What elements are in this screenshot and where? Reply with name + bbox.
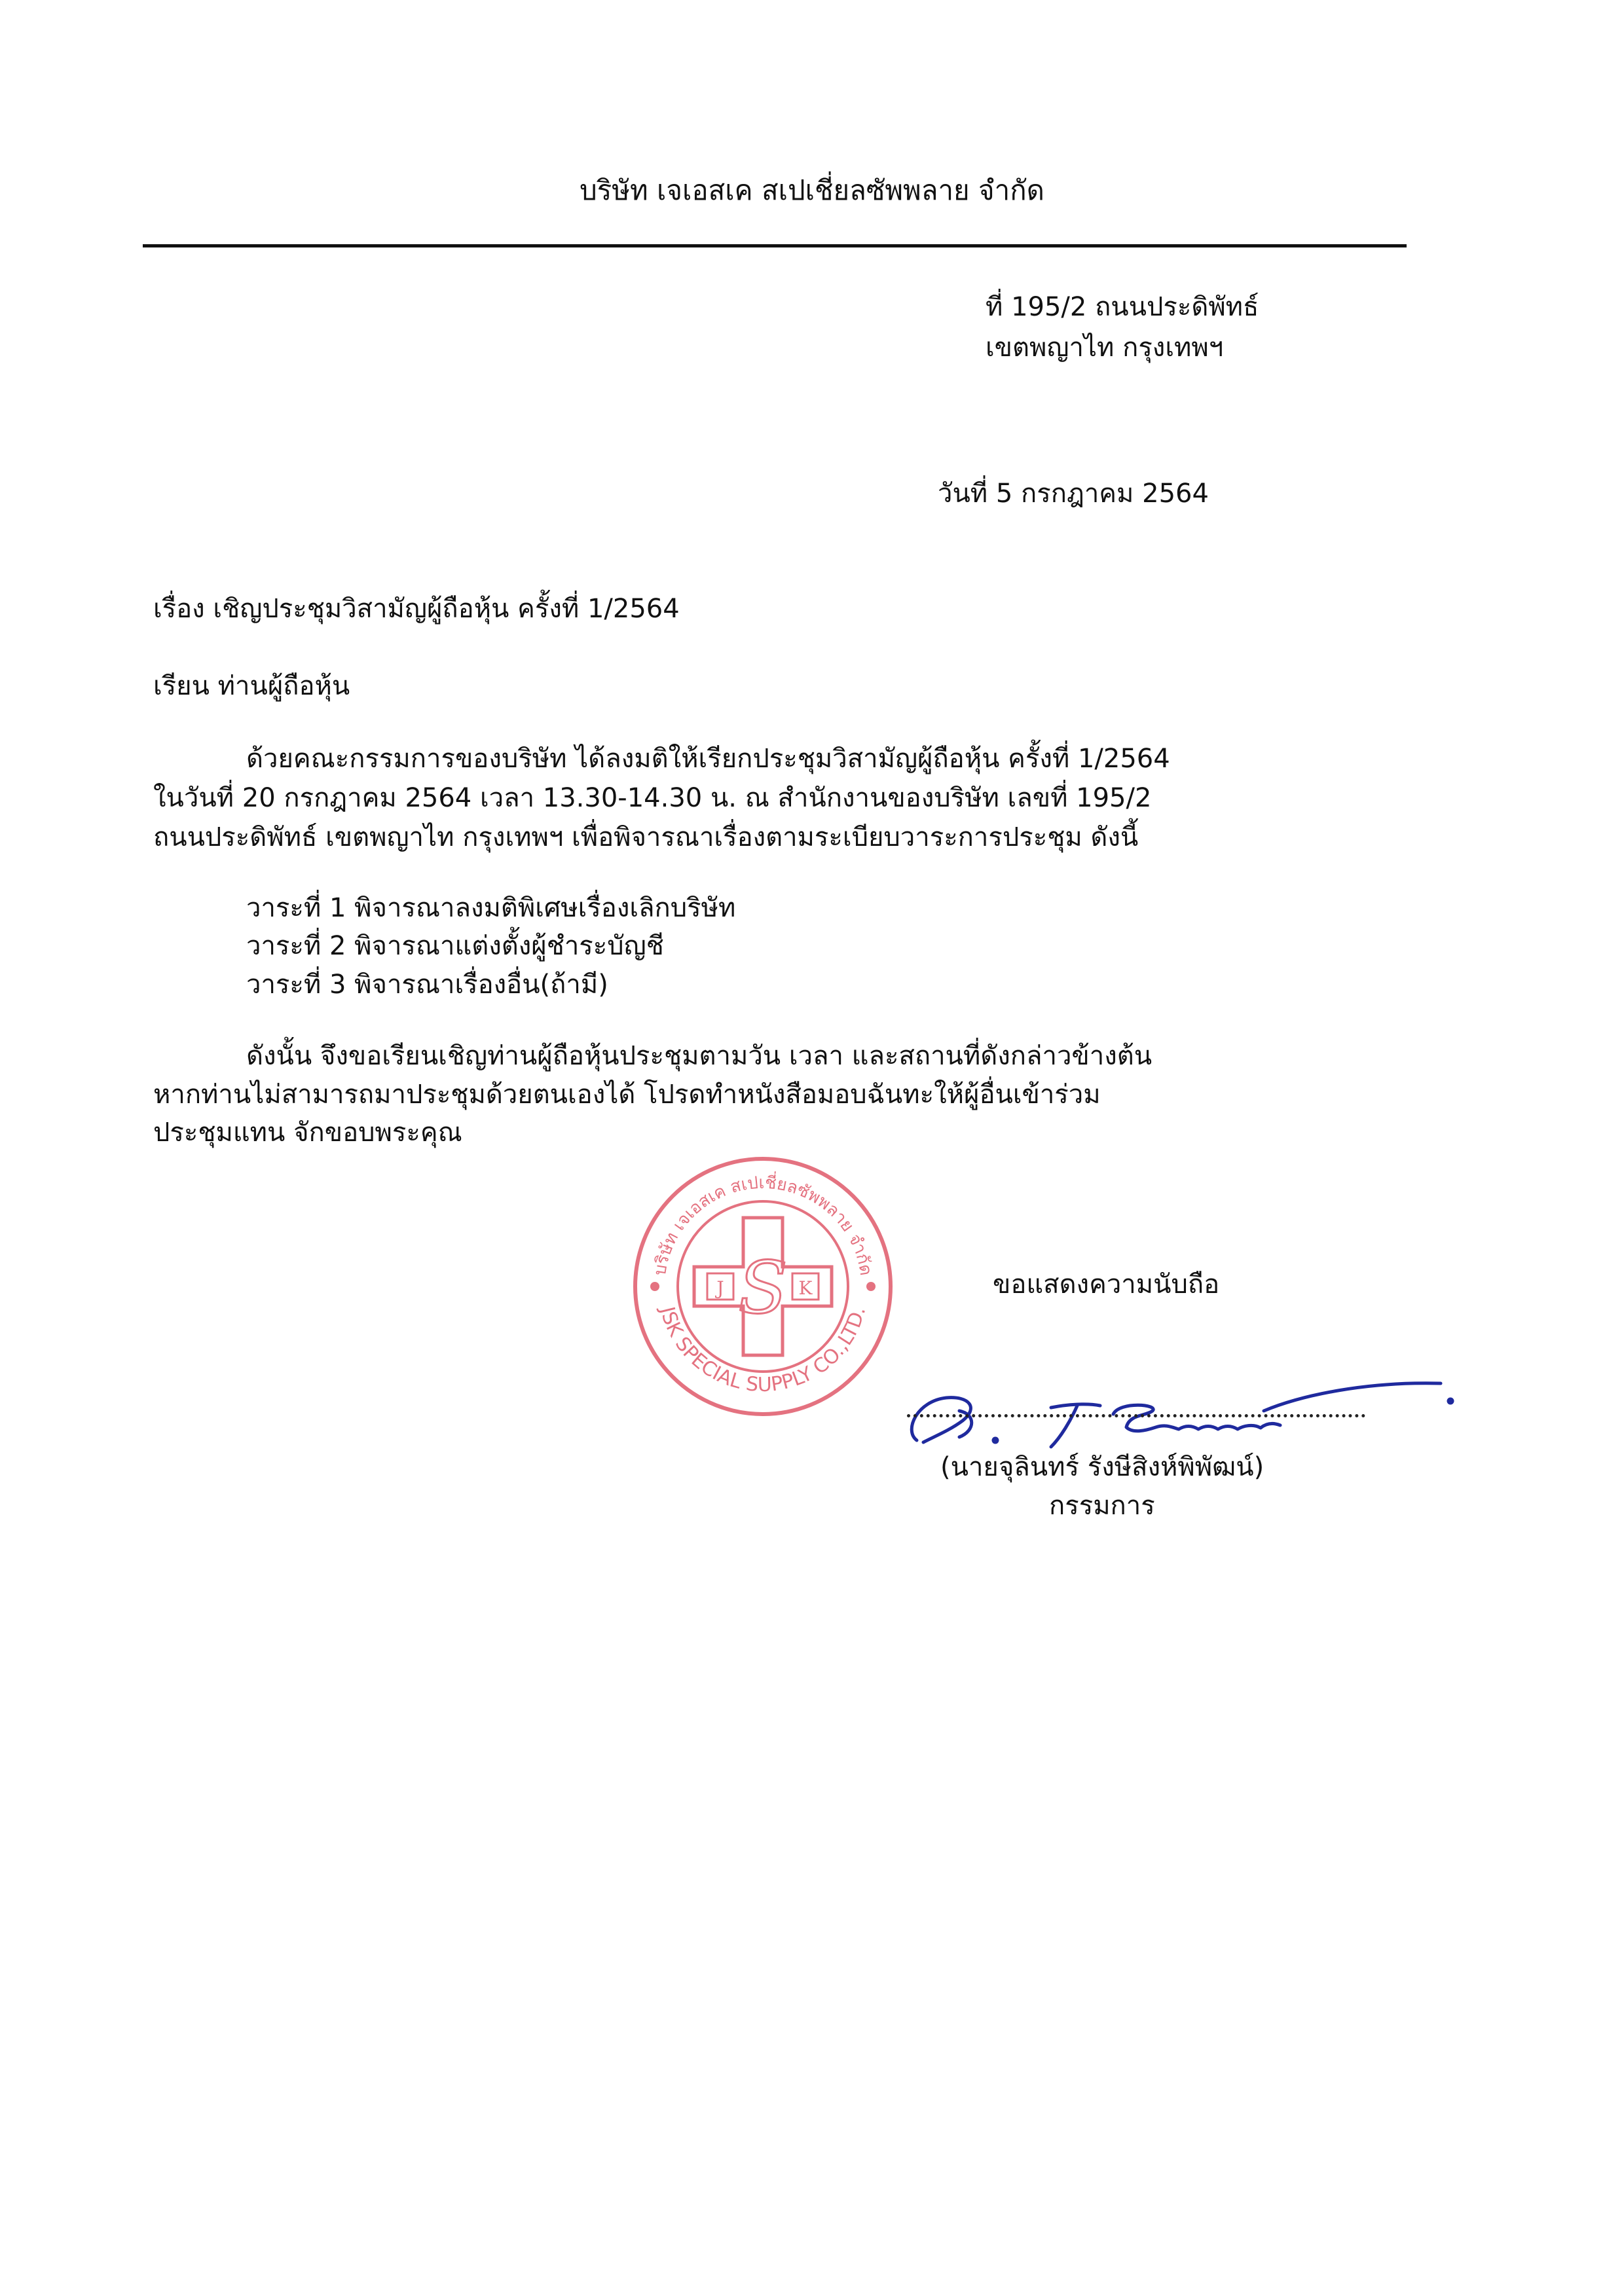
body-paragraph-1-line-2: ในวันที่ 20 กรกฎาคม 2564 เวลา 13.30-14.30 น. ณ สำนักงานของบริษัท เลขที่ 195/2 [153,783,1152,813]
letter-date: วันที่ 5 กรกฎาคม 2564 [938,479,1209,509]
address-line-2: เขตพญาไท กรุงเทพฯ [986,333,1224,363]
body-paragraph-1-line-3: ถนนประดิพัทธ์ เขตพญาไท กรุงเทพฯ เพื่อพิจารณาเรื่องตามระเบียบวาระการประชุม ดังนี้ [153,822,1139,852]
body-paragraph-2-line-2: หากท่านไม่สามารถมาประชุมด้วยตนเองได้ โปรดทำหนังสือมอบฉันทะให้ผู้อื่นเข้าร่วม [153,1080,1101,1110]
body-paragraph-2-line-3: ประชุมแทน จักขอบพระคุณ [153,1118,462,1148]
signature-line [907,1414,1365,1417]
signatory-title: กรรมการ [1049,1491,1155,1521]
handwritten-signature [897,1365,1460,1450]
body-paragraph-1-line-1: ด้วยคณะกรรมการของบริษัท ได้ลงมติให้เรียกประชุมวิสามัญผู้ถือหุ้น ครั้งที่ 1/2564 [246,744,1170,774]
agenda-item-2: วาระที่ 2 พิจารณาแต่งตั้งผู้ชำระบัญชี [246,931,664,961]
seal-letter-s: S [738,1246,788,1330]
seal-text-top: บริษัท เจเอสเค สเปเชี่ยลซัพพลาย จำกัด [650,1173,876,1277]
subject-line: เรื่อง เชิญประชุมวิสามัญผู้ถือหุ้น ครั้งที่ 1/2564 [153,594,680,624]
agenda-item-1: วาระที่ 1 พิจารณาลงมติพิเศษเรื่องเลิกบริษัท [246,893,736,923]
salutation-line: เรียน ท่านผู้ถือหุ้น [153,671,350,701]
seal-letter-k: K [798,1277,813,1299]
body-paragraph-2-line-1: ดังนั้น จึงขอเรียนเชิญท่านผู้ถือหุ้นประชุมตามวัน เวลา และสถานที่ดังกล่าวข้างต้น [246,1041,1153,1071]
signatory-name: (นายจุลินทร์ รังษีสิงห์พิพัฒน์) [940,1452,1264,1482]
company-seal-stamp [625,1149,900,1424]
seal-text-bottom: JSK SPECIAL SUPPLY CO.,LTD. [655,1304,871,1397]
seal-letter-j: J [716,1277,724,1299]
agenda-item-3: วาระที่ 3 พิจารณาเรื่องอื่น(ถ้ามี) [246,970,608,1000]
address-line-1: ที่ 195/2 ถนนประดิพัทธ์ [986,292,1259,322]
closing-phrase: ขอแสดงความนับถือ [993,1269,1220,1300]
header-divider [143,244,1407,247]
company-name: บริษัท เจเอสเค สเปเชี่ยลซัพพลาย จำกัด [580,174,1044,206]
